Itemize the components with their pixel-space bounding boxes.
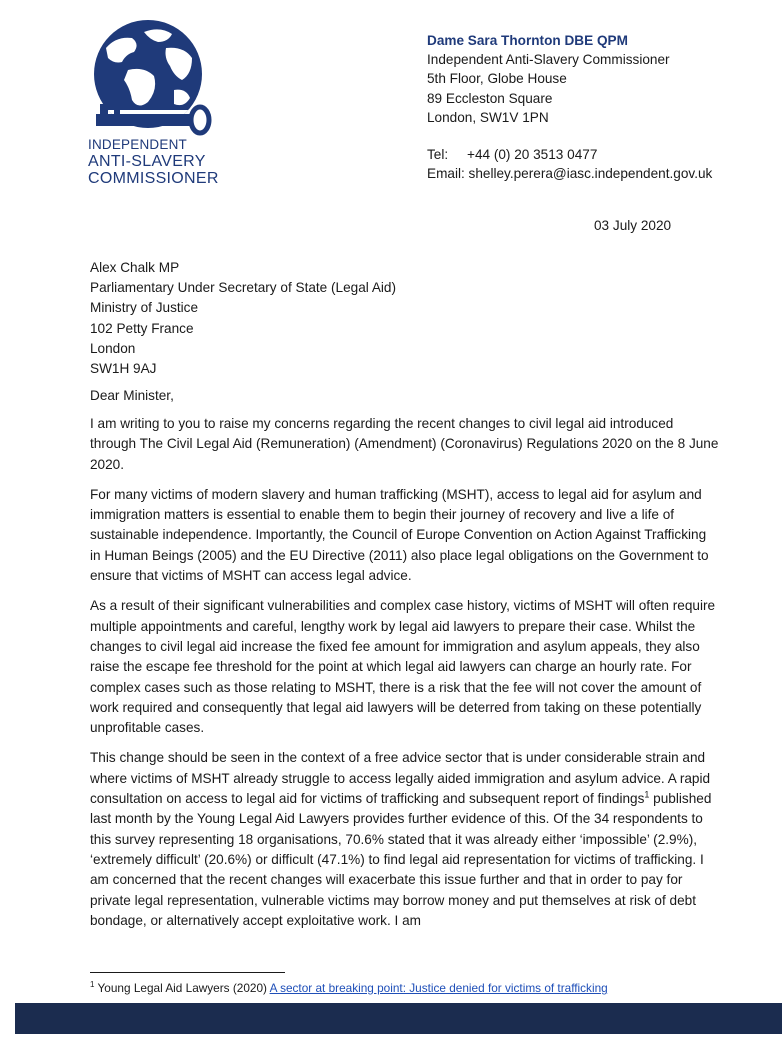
sender-address-line-1: 5th Floor, Globe House	[427, 71, 567, 87]
letter-date: 03 July 2020	[594, 218, 672, 233]
globe-key-icon	[88, 18, 216, 138]
tel-number: +44 (0) 20 3513 0477	[467, 147, 598, 163]
footer-bar	[15, 1003, 782, 1034]
footnote-reference[interactable]: 1	[644, 789, 650, 800]
paragraph-4-part-2: published last month by the Young Legal Aid Lawyers provides further evidence of this. Of the 34 respondents to this survey representing 18 organisations, 70.6% stated that it was already either ‘impossible’ (2.9%), ‘extremely difficult’ (20.6%) or difficult (47.1%) to find legal aid representation for victims of trafficking. I am concerned that the recent changes will exacerbate this issue further and that in order to pay for private legal representation, vulnerable victims may borrow money and put themselves at risk of debt bondage, or alternatively accept exploitative work. I am	[90, 791, 712, 928]
footnote-text: Young Legal Aid Lawyers (2020)	[94, 980, 270, 995]
recipient-city: London	[90, 340, 136, 356]
letter-body	[90, 414, 720, 941]
recipient-department: Ministry of Justice	[90, 300, 199, 316]
sender-telephone	[427, 145, 712, 164]
iasc-logo	[88, 18, 219, 193]
logo-text	[88, 136, 220, 187]
sender-title: Independent Anti-Slavery Commissioner	[427, 52, 670, 68]
sender-address-block	[427, 31, 712, 183]
logo-line-independent: INDEPENDENT	[88, 137, 187, 152]
recipient-name: Alex Chalk MP	[90, 260, 180, 275]
salutation: Dear Minister,	[90, 388, 174, 403]
recipient-role: Parliamentary Under Secretary of State (Legal Aid)	[90, 280, 397, 296]
footnote	[90, 980, 608, 995]
footnote-link[interactable]: A sector at breaking point: Justice denied for victims of trafficking	[269, 980, 608, 995]
sender-name: Dame Sara Thornton DBE QPM	[427, 33, 628, 48]
footnote-divider	[90, 972, 285, 973]
spacer	[427, 127, 712, 145]
recipient-address-block	[90, 258, 396, 379]
tel-label: Tel:	[427, 147, 449, 163]
paragraph-3: As a result of their significant vulnerabilities and complex case history, victims of MSHT will often require multiple appointments and careful, lengthy work by legal aid lawyers to prepare their case. Whilst the changes to civil legal aid increase the fixed fee amount for immigration and asylum appeals, they also raise the escape fee threshold for the point at which legal aid lawyers can charge an hourly rate. For complex cases such as those relating to MSHT, there is a risk that the fee will not cover the amount of work required and consequently that legal aid lawyers will be deterred from taking on these potentially unprofitable cases.	[90, 598, 716, 736]
paragraph-1: I am writing to you to raise my concerns regarding the recent changes to civil legal aid introduced through The Civil Legal Aid (Remuneration) (Amendment) (Coronavirus) Regulations 2020 on the 8 June 2020.	[90, 416, 719, 472]
paragraph-4	[90, 748, 720, 931]
footnote-number: 1	[90, 980, 95, 989]
logo-line-anti-slavery: ANTI-SLAVERY	[88, 153, 206, 170]
recipient-postcode: SW1H 9AJ	[90, 361, 157, 377]
sender-address-line-2: 89 Eccleston Square	[427, 90, 553, 106]
paragraph-2: For many victims of modern slavery and human trafficking (MSHT), access to legal aid for asylum and immigration matters is essential to enable them to begin their journey of recovery and live a life of sustainable independence. Importantly, the Council of Europe Convention on Action Against Trafficking in Human Beings (2005) and the EU Directive (2011) also place legal obligations on the Government to ensure that victims of MSHT can access legal advice.	[90, 486, 709, 584]
sender-email: Email: shelley.perera@iasc.independent.gov.uk	[427, 166, 713, 182]
paragraph-4-part-1: This change should be seen in the context of a free advice sector that is under considerable strain and where victims of MSHT already struggle to access legally aided immigration and asylum advice. A rapid consultation on access to legal aid for victims of trafficking and subsequent report of findings	[90, 750, 711, 807]
recipient-street: 102 Petty France	[90, 320, 194, 336]
sender-address-line-3: London, SW1V 1PN	[427, 109, 549, 125]
logo-line-commissioner: COMMISSIONER	[88, 170, 219, 187]
